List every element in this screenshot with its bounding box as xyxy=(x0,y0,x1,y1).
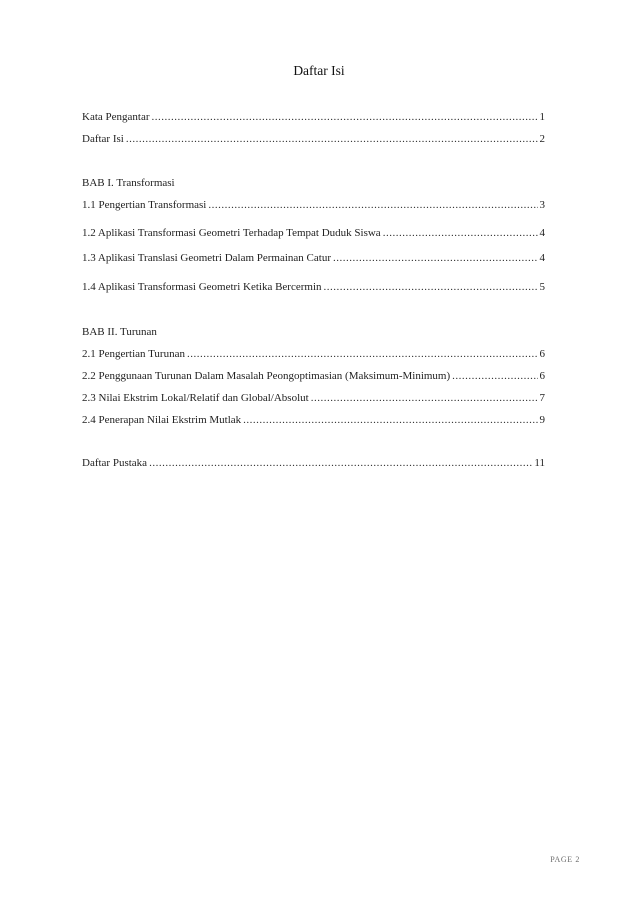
page-title: Daftar Isi xyxy=(293,63,345,78)
toc-entry[interactable] xyxy=(82,251,545,265)
toc-entry-label: Daftar Isi xyxy=(82,133,124,145)
toc-entry-page: 11 xyxy=(534,457,545,469)
toc-entry-page: 7 xyxy=(539,392,545,404)
toc-leader-dots xyxy=(383,226,538,240)
toc-leader-dots xyxy=(208,198,537,212)
toc-entry-label: Daftar Pustaka xyxy=(82,457,148,469)
toc-entry-page: 5 xyxy=(539,281,545,293)
toc-entry[interactable] xyxy=(82,132,545,146)
toc-entry[interactable] xyxy=(82,198,545,212)
toc-entry-label: 1.3 Aplikasi Translasi Geometri Dalam Permainan Catur xyxy=(82,252,331,264)
toc-entry[interactable] xyxy=(82,369,545,383)
toc-entry-label: 2.1 Pengertian Turunan xyxy=(82,348,185,360)
toc-entry[interactable] xyxy=(82,391,545,405)
toc-leader-dots xyxy=(333,251,538,265)
toc-leader-dots xyxy=(149,456,532,470)
toc-leader-dots xyxy=(311,391,538,405)
toc-leader-dots xyxy=(324,280,538,294)
toc-entry[interactable] xyxy=(82,280,545,294)
toc-entry-page: 2 xyxy=(539,133,545,145)
toc-leader-dots xyxy=(152,110,538,124)
chapter-heading: BAB I. Transformasi xyxy=(82,177,175,189)
toc-entry-label: 1.4 Aplikasi Transformasi Geometri Ketika Bercermin xyxy=(82,281,322,293)
toc-entry-label: 2.2 Penggunaan Turunan Dalam Masalah Peongoptimasian (Maksimum-Minimum) xyxy=(82,370,451,382)
toc-entry-page: 9 xyxy=(539,414,545,426)
toc-entry-page: 6 xyxy=(539,370,545,382)
chapter-heading: BAB II. Turunan xyxy=(82,326,157,338)
toc-leader-dots xyxy=(452,369,537,383)
toc-entry-label: 2.4 Penerapan Nilai Ekstrim Mutlak xyxy=(82,414,242,426)
page-number: PAGE 2 xyxy=(550,855,580,864)
toc-entry-label: 1.2 Aplikasi Transformasi Geometri Terhadap Tempat Duduk Siswa xyxy=(82,227,381,239)
toc-entry-label: 2.3 Nilai Ekstrim Lokal/Relatif dan Global/Absolut xyxy=(82,392,309,404)
toc-entry[interactable] xyxy=(82,413,545,427)
toc-entry-page: 3 xyxy=(539,199,545,211)
toc-entry-label: 1.1 Pengertian Transformasi xyxy=(82,199,207,211)
toc-entry[interactable] xyxy=(82,226,545,240)
toc-entry[interactable] xyxy=(82,110,545,124)
toc-entry-page: 4 xyxy=(539,252,545,264)
toc-leader-dots xyxy=(187,347,538,361)
toc-leader-dots xyxy=(243,413,537,427)
toc-entry-page: 6 xyxy=(539,348,545,360)
toc-entry[interactable] xyxy=(82,456,545,470)
toc-entry-page: 1 xyxy=(539,111,545,123)
toc-entry-label: Kata Pengantar xyxy=(82,111,150,123)
toc-entry[interactable] xyxy=(82,347,545,361)
toc-leader-dots xyxy=(126,132,538,146)
toc-entry-page: 4 xyxy=(539,227,545,239)
